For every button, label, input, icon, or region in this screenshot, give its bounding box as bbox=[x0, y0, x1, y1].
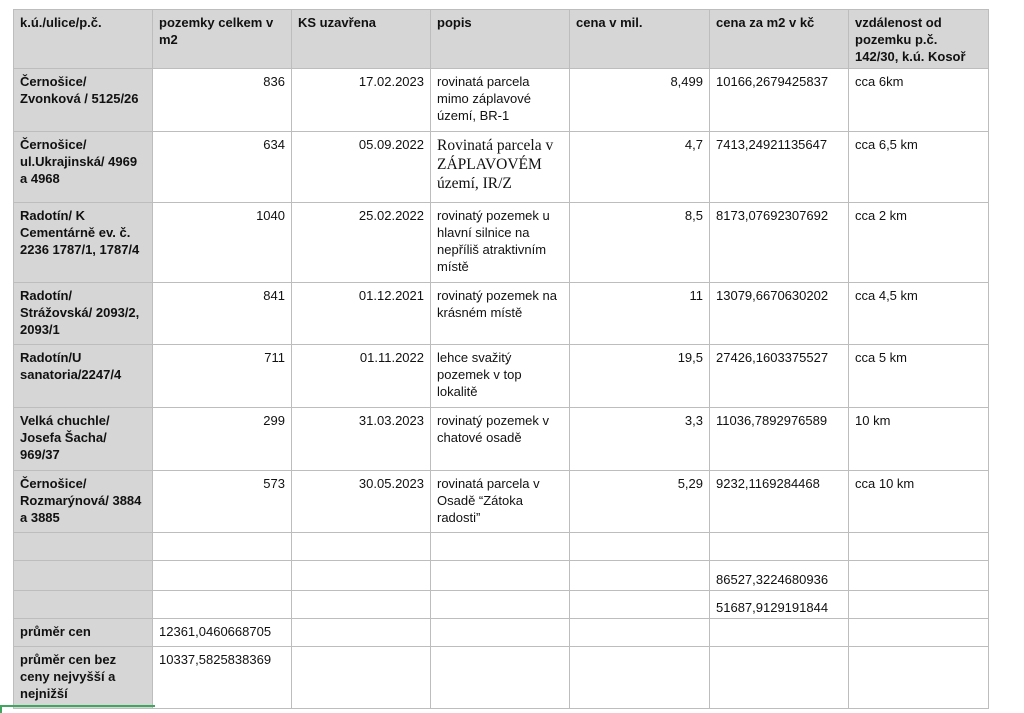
empty-label-cell[interactable] bbox=[14, 561, 153, 591]
empty-cell[interactable] bbox=[431, 619, 570, 647]
cell-price-mil[interactable]: 19,5 bbox=[570, 345, 710, 408]
cell-price-mil[interactable]: 3,3 bbox=[570, 408, 710, 471]
empty-cell[interactable] bbox=[431, 591, 570, 619]
average-value[interactable]: 12361,0460668705 bbox=[153, 619, 292, 647]
empty-cell[interactable] bbox=[570, 647, 710, 709]
empty-cell[interactable] bbox=[292, 619, 431, 647]
empty-cell[interactable] bbox=[431, 533, 570, 561]
cell-area[interactable]: 836 bbox=[153, 69, 292, 132]
empty-cell[interactable] bbox=[431, 647, 570, 709]
cell-price-m2[interactable]: 10166,2679425837 bbox=[710, 69, 849, 132]
cell-location[interactable]: Černošice/ Zvonková / 5125/26 bbox=[14, 69, 153, 132]
average-row bbox=[14, 619, 989, 647]
cell-price-mil[interactable]: 8,499 bbox=[570, 69, 710, 132]
header-location[interactable]: k.ú./ulice/p.č. bbox=[14, 10, 153, 69]
cell-location[interactable]: Radotín/ Strážovská/ 2093/2, 2093/1 bbox=[14, 283, 153, 345]
cell-location[interactable]: Černošice/ Rozmarýnová/ 3884 a 3885 bbox=[14, 471, 153, 533]
header-price-mil[interactable]: cena v mil. bbox=[570, 10, 710, 69]
table-row bbox=[14, 471, 989, 533]
header-distance[interactable]: vzdálenost od pozemku p.č. 142/30, k.ú. Kosoř bbox=[849, 10, 989, 69]
cell-distance[interactable]: 10 km bbox=[849, 408, 989, 471]
empty-cell[interactable] bbox=[570, 619, 710, 647]
cell-location[interactable]: Černošice/ ul.Ukrajinská/ 4969 a 4968 bbox=[14, 132, 153, 203]
cell-description[interactable]: rovinatá parcela mimo záplavové území, BR-1 bbox=[431, 69, 570, 132]
cell-price-m2[interactable]: 9232,1169284468 bbox=[710, 471, 849, 533]
header-row bbox=[14, 10, 989, 69]
cell-price-m2[interactable]: 8173,07692307692 bbox=[710, 203, 849, 283]
cell-date[interactable]: 25.02.2022 bbox=[292, 203, 431, 283]
cell-area[interactable]: 299 bbox=[153, 408, 292, 471]
empty-cell[interactable] bbox=[153, 591, 292, 619]
trimmed-average-row bbox=[14, 647, 989, 709]
empty-cell[interactable] bbox=[570, 533, 710, 561]
cell-price-m2[interactable]: 27426,1603375527 bbox=[710, 345, 849, 408]
empty-cell[interactable] bbox=[292, 647, 431, 709]
table-row bbox=[14, 408, 989, 471]
header-price-m2[interactable]: cena za m2 v kč bbox=[710, 10, 849, 69]
empty-cell[interactable] bbox=[849, 619, 989, 647]
cell-distance[interactable]: cca 4,5 km bbox=[849, 283, 989, 345]
average-label[interactable]: průměr cen bbox=[14, 619, 153, 647]
cell-date[interactable]: 31.03.2023 bbox=[292, 408, 431, 471]
sum-row bbox=[14, 591, 989, 619]
header-area[interactable]: pozemky celkem v m2 bbox=[153, 10, 292, 69]
trimmed-average-value[interactable]: 10337,5825838369 bbox=[153, 647, 292, 709]
empty-cell[interactable] bbox=[431, 561, 570, 591]
cell-description[interactable]: Rovinatá parcela v ZÁPLAVOVÉM území, IR/Z bbox=[431, 132, 570, 203]
table-row bbox=[14, 203, 989, 283]
spreadsheet bbox=[13, 9, 989, 709]
cell-distance[interactable]: cca 5 km bbox=[849, 345, 989, 408]
cell-price-mil[interactable]: 4,7 bbox=[570, 132, 710, 203]
empty-cell[interactable] bbox=[710, 619, 849, 647]
header-description[interactable]: popis bbox=[431, 10, 570, 69]
cell-price-mil[interactable]: 11 bbox=[570, 283, 710, 345]
empty-cell[interactable] bbox=[849, 533, 989, 561]
cell-date[interactable]: 30.05.2023 bbox=[292, 471, 431, 533]
trimmed-average-label[interactable]: průměr cen bez ceny nejvyšší a nejnižší bbox=[14, 647, 153, 709]
empty-row bbox=[14, 533, 989, 561]
cell-description[interactable]: rovinatý pozemek v chatové osadě bbox=[431, 408, 570, 471]
cell-location[interactable]: Radotín/ K Cementárně ev. č. 2236 1787/1, 1787/4 bbox=[14, 203, 153, 283]
cell-date[interactable]: 05.09.2022 bbox=[292, 132, 431, 203]
cell-area[interactable]: 634 bbox=[153, 132, 292, 203]
empty-cell[interactable] bbox=[570, 591, 710, 619]
empty-cell[interactable] bbox=[153, 561, 292, 591]
cell-description[interactable]: lehce svažitý pozemek v top lokalitě bbox=[431, 345, 570, 408]
cell-date[interactable]: 17.02.2023 bbox=[292, 69, 431, 132]
cell-description[interactable]: rovinatý pozemek na krásném místě bbox=[431, 283, 570, 345]
cell-date[interactable]: 01.12.2021 bbox=[292, 283, 431, 345]
empty-cell[interactable] bbox=[292, 591, 431, 619]
cell-date[interactable]: 01.11.2022 bbox=[292, 345, 431, 408]
cell-distance[interactable]: cca 10 km bbox=[849, 471, 989, 533]
cell-price-m2[interactable]: 13079,6670630202 bbox=[710, 283, 849, 345]
cell-distance[interactable]: cca 2 km bbox=[849, 203, 989, 283]
table-row bbox=[14, 345, 989, 408]
empty-cell[interactable] bbox=[710, 533, 849, 561]
empty-cell[interactable] bbox=[292, 533, 431, 561]
cell-sum-price-m2-trimmed[interactable]: 51687,9129191844 bbox=[710, 591, 849, 619]
cell-description[interactable]: rovinatá parcela v Osadě “Zátoka radosti” bbox=[431, 471, 570, 533]
empty-cell[interactable] bbox=[849, 647, 989, 709]
table-row bbox=[14, 132, 989, 203]
cell-location[interactable]: Velká chuchle/ Josefa Šacha/ 969/37 bbox=[14, 408, 153, 471]
empty-cell[interactable] bbox=[849, 561, 989, 591]
cell-distance[interactable]: cca 6km bbox=[849, 69, 989, 132]
selection-edge bbox=[0, 705, 155, 713]
empty-cell[interactable] bbox=[292, 561, 431, 591]
cell-sum-price-m2[interactable]: 86527,3224680936 bbox=[710, 561, 849, 591]
cell-price-mil[interactable]: 8,5 bbox=[570, 203, 710, 283]
cell-price-mil[interactable]: 5,29 bbox=[570, 471, 710, 533]
land-price-table bbox=[13, 9, 989, 709]
empty-cell[interactable] bbox=[710, 647, 849, 709]
cell-price-m2[interactable]: 11036,7892976589 bbox=[710, 408, 849, 471]
cell-description[interactable]: rovinatý pozemek u hlavní silnice na nepříliš atraktivním místě bbox=[431, 203, 570, 283]
header-date[interactable]: KS uzavřena bbox=[292, 10, 431, 69]
empty-label-cell[interactable] bbox=[14, 533, 153, 561]
cell-location[interactable]: Radotín/U sanatoria/2247/4 bbox=[14, 345, 153, 408]
table-row bbox=[14, 69, 989, 132]
cell-area[interactable]: 711 bbox=[153, 345, 292, 408]
empty-label-cell[interactable] bbox=[14, 591, 153, 619]
empty-cell[interactable] bbox=[570, 561, 710, 591]
cell-area[interactable]: 573 bbox=[153, 471, 292, 533]
cell-distance[interactable]: cca 6,5 km bbox=[849, 132, 989, 203]
empty-cell[interactable] bbox=[849, 591, 989, 619]
table-row bbox=[14, 283, 989, 345]
cell-price-m2[interactable]: 7413,24921135647 bbox=[710, 132, 849, 203]
sum-row bbox=[14, 561, 989, 591]
empty-cell[interactable] bbox=[153, 533, 292, 561]
cell-area[interactable]: 1040 bbox=[153, 203, 292, 283]
cell-area[interactable]: 841 bbox=[153, 283, 292, 345]
